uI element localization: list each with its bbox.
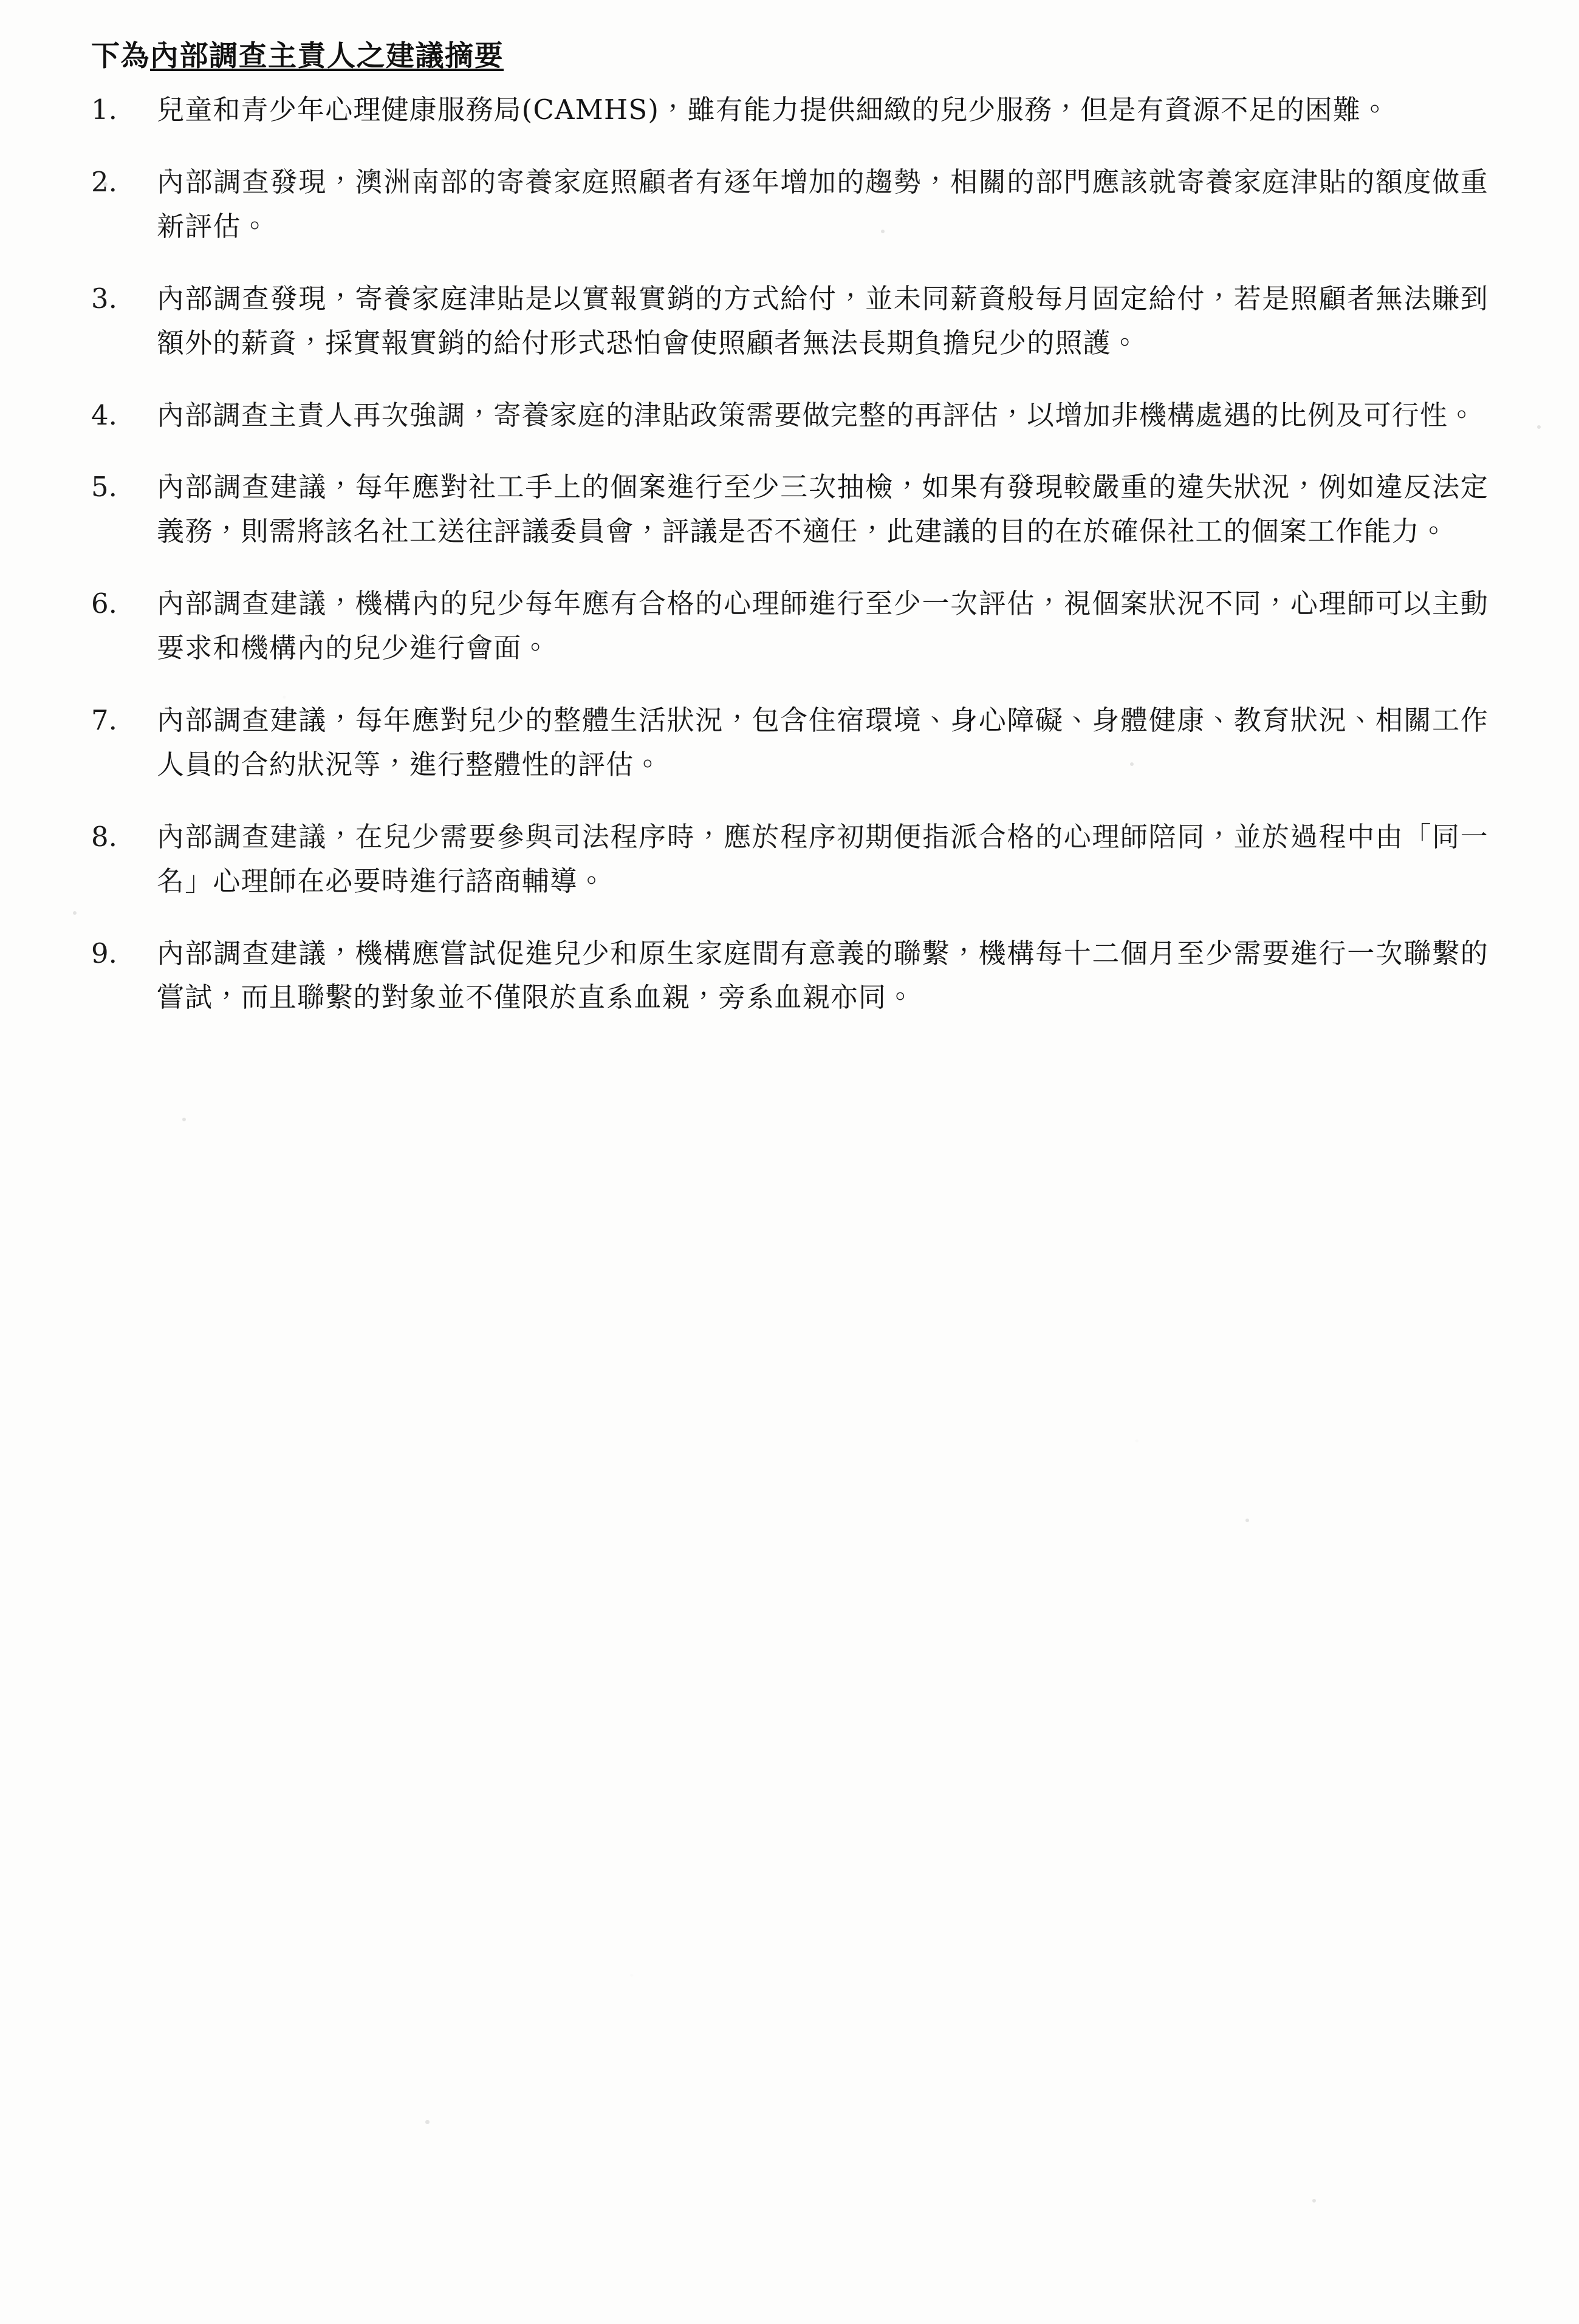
- list-item: [91, 699, 1488, 787]
- scan-speck: [182, 1118, 186, 1121]
- list-item: [91, 465, 1488, 554]
- list-item-text: 內部調查建議，每年應對兒少的整體生活狀況，包含住宿環境、身心障礙、身體健康、教育狀況、相關工作人員的合約狀況等，進行整體性的評估。: [157, 704, 1488, 781]
- list-item-number: 7.: [91, 704, 117, 736]
- scan-speck: [73, 911, 77, 915]
- list-item-text: 內部調查建議，機構應嘗試促進兒少和原生家庭間有意義的聯繫，機構每十二個月至少需要進行一次聯繫的嘗試，而且聯繫的對象並不僅限於直系血親，旁系血親亦同。: [157, 937, 1488, 1014]
- recommendation-list: [91, 88, 1488, 1020]
- list-item: [91, 160, 1488, 249]
- list-item-text: 內部調查建議，在兒少需要參與司法程序時，應於程序初期便指派合格的心理師陪同，並於過程中由「同一名」心理師在必要時進行諮商輔導。: [157, 820, 1488, 897]
- list-item-text: 兒童和青少年心理健康服務局(CAMHS)，雖有能力提供細緻的兒少服務，但是有資源不足的困難。: [157, 94, 1389, 126]
- scan-speck: [425, 2120, 430, 2124]
- list-item-number: 6.: [91, 587, 117, 620]
- list-item-number: 2.: [91, 165, 117, 198]
- list-item-number: 5.: [91, 471, 117, 504]
- scan-speck: [1537, 425, 1541, 429]
- scan-speck: [1312, 2199, 1316, 2203]
- list-item-text: 內部調查主責人再次強調，寄養家庭的津貼政策需要做完整的再評估，以增加非機構處遇的比例及可行性。: [157, 398, 1476, 431]
- document-body: [91, 38, 1488, 1048]
- page-title-underlined: 內部調查主責人之建議摘要: [150, 39, 504, 73]
- list-item-text: 內部調查發現，澳洲南部的寄養家庭照顧者有逐年增加的趨勢，相關的部門應該就寄養家庭津貼的額度做重新評估。: [157, 165, 1488, 242]
- list-item-number: 9.: [91, 937, 117, 969]
- list-item-number: 8.: [91, 820, 117, 853]
- list-item-text: 內部調查建議，機構內的兒少每年應有合格的心理師進行至少一次評估，視個案狀況不同，心理師可以主動要求和機構內的兒少進行會面。: [157, 587, 1488, 665]
- list-item: [91, 815, 1488, 904]
- list-item: [91, 932, 1488, 1020]
- list-item-text: 內部調查建議，每年應對社工手上的個案進行至少三次抽檢，如果有發現較嚴重的違失狀況，例如違反法定義務，則需將該名社工送往評議委員會，評議是否不適任，此建議的目的在於確保社工的個案工作能力。: [157, 471, 1488, 548]
- list-item-text: 內部調查發現，寄養家庭津貼是以實報實銷的方式給付，並未同薪資般每月固定給付，若是照顧者無法賺到額外的薪資，採實報實銷的給付形式恐怕會使照顧者無法長期負擔兒少的照護。: [157, 282, 1488, 359]
- list-item: [91, 277, 1488, 366]
- list-item: [91, 582, 1488, 671]
- list-item-number: 4.: [91, 398, 117, 431]
- list-item-number: 3.: [91, 282, 117, 315]
- page-title: [91, 38, 1488, 75]
- list-item: [91, 88, 1488, 132]
- list-item-number: 1.: [91, 94, 117, 126]
- list-item: [91, 394, 1488, 438]
- page-title-prefix: 下為: [91, 39, 150, 73]
- scan-speck: [1245, 1519, 1249, 1522]
